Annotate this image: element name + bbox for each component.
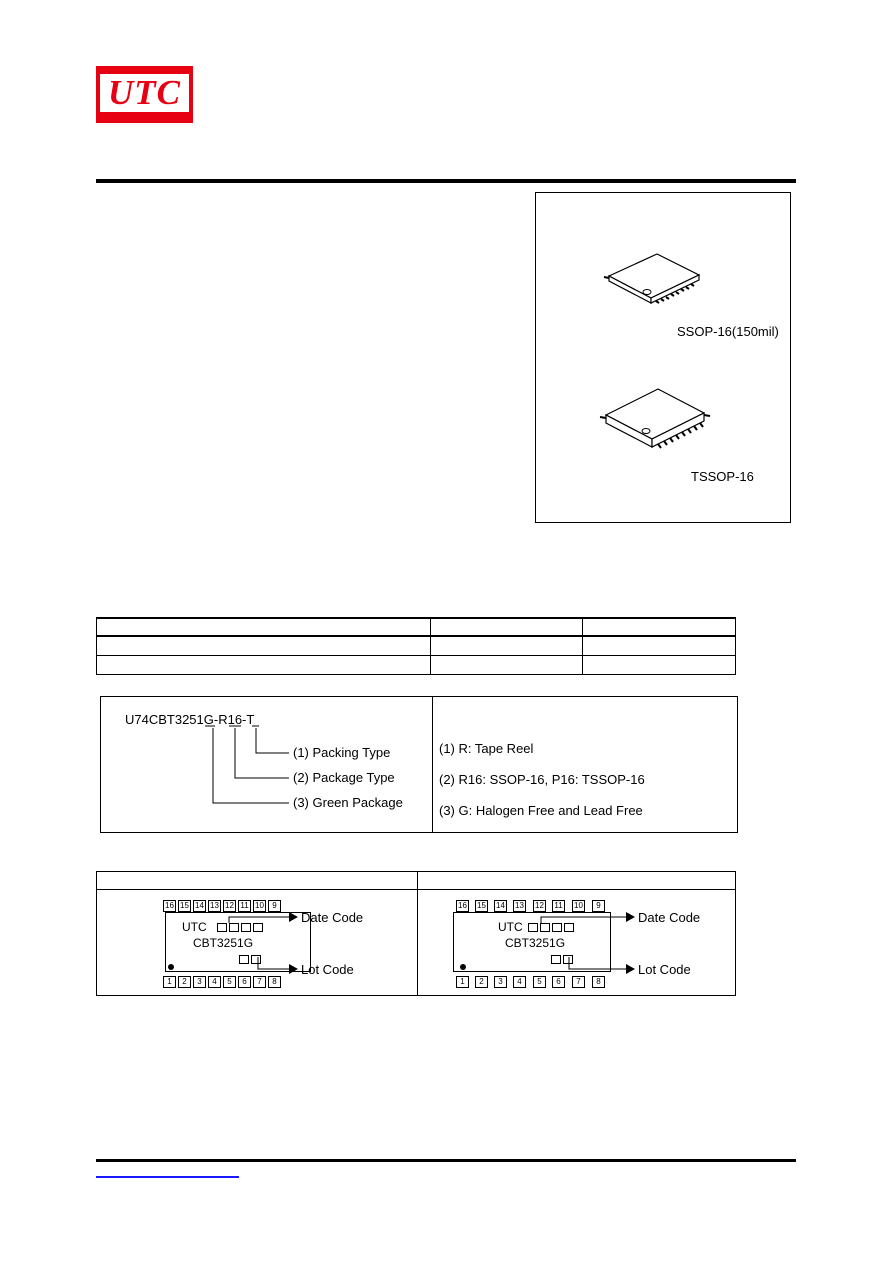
pin-11: 11 <box>238 900 251 912</box>
packing-type-code: (1) R: Tape Reel <box>439 741 534 756</box>
footer-rule <box>96 1159 796 1162</box>
pin-8: 8 <box>268 976 281 988</box>
pin-3: 3 <box>193 976 206 988</box>
pin-8: 8 <box>592 976 605 988</box>
utc-logo <box>96 66 193 123</box>
ordering-info-table <box>96 617 736 675</box>
package-type-label: (2) Package Type <box>293 770 395 785</box>
marking-line-2: CBT3251G <box>193 936 254 950</box>
pin-6: 6 <box>238 976 251 988</box>
tssop-16-marking <box>421 896 721 992</box>
lot-code-label: Lot Code <box>301 962 354 977</box>
pin-3: 3 <box>494 976 507 988</box>
package-type-code: (2) R16: SSOP-16, P16: TSSOP-16 <box>439 772 645 787</box>
pin-12: 12 <box>223 900 236 912</box>
pin-15: 15 <box>178 900 191 912</box>
logo-inner <box>100 74 189 112</box>
pin-11: 11 <box>552 900 565 912</box>
footer-link-underline[interactable] <box>96 1176 239 1178</box>
part-number-decoding <box>100 696 738 833</box>
pin-5: 5 <box>533 976 546 988</box>
pin-14: 14 <box>494 900 507 912</box>
pin-16: 16 <box>456 900 469 912</box>
marking-table <box>96 871 736 996</box>
pin-4: 4 <box>208 976 221 988</box>
green-package-label: (3) Green Package <box>293 795 403 810</box>
tssop-16-chip-icon <box>598 385 714 455</box>
logo-text: UTC <box>108 73 181 112</box>
part-number: U74CBT3251G-R16-T <box>125 712 255 727</box>
pin-1: 1 <box>456 976 469 988</box>
pin-5: 5 <box>223 976 236 988</box>
marking-line-2: CBT3251G <box>505 936 566 950</box>
pin-10: 10 <box>253 900 266 912</box>
pin-13: 13 <box>208 900 221 912</box>
pin-2: 2 <box>475 976 488 988</box>
pin-7: 7 <box>572 976 585 988</box>
pin-9: 9 <box>268 900 281 912</box>
pin-14: 14 <box>193 900 206 912</box>
marking-line-1: UTC <box>182 920 207 934</box>
pin-4: 4 <box>513 976 526 988</box>
green-package-code: (3) G: Halogen Free and Lead Free <box>439 803 643 818</box>
pin-7: 7 <box>253 976 266 988</box>
packing-type-label: (1) Packing Type <box>293 745 391 760</box>
marking-leader-arrows <box>125 896 425 992</box>
date-code-label: Date Code <box>638 910 701 925</box>
ssop-16-marking <box>125 896 425 992</box>
package-illustration-box <box>535 192 791 523</box>
pin-15: 15 <box>475 900 488 912</box>
pin-12: 12 <box>533 900 546 912</box>
ssop-16-chip-icon <box>601 248 711 308</box>
decoding-leader-lines <box>101 697 432 832</box>
pin-1: 1 <box>163 976 176 988</box>
pin-10: 10 <box>572 900 585 912</box>
pin-16: 16 <box>163 900 176 912</box>
header-rule <box>96 179 796 183</box>
lot-code-label: Lot Code <box>638 962 691 977</box>
pin-2: 2 <box>178 976 191 988</box>
pin-9: 9 <box>592 900 605 912</box>
ssop-16-label: SSOP-16(150mil) <box>677 324 779 339</box>
marking-line-1: UTC <box>498 920 523 934</box>
pin-6: 6 <box>552 976 565 988</box>
date-code-label: Date Code <box>301 910 364 925</box>
pin-13: 13 <box>513 900 526 912</box>
tssop-16-label: TSSOP-16 <box>691 469 754 484</box>
